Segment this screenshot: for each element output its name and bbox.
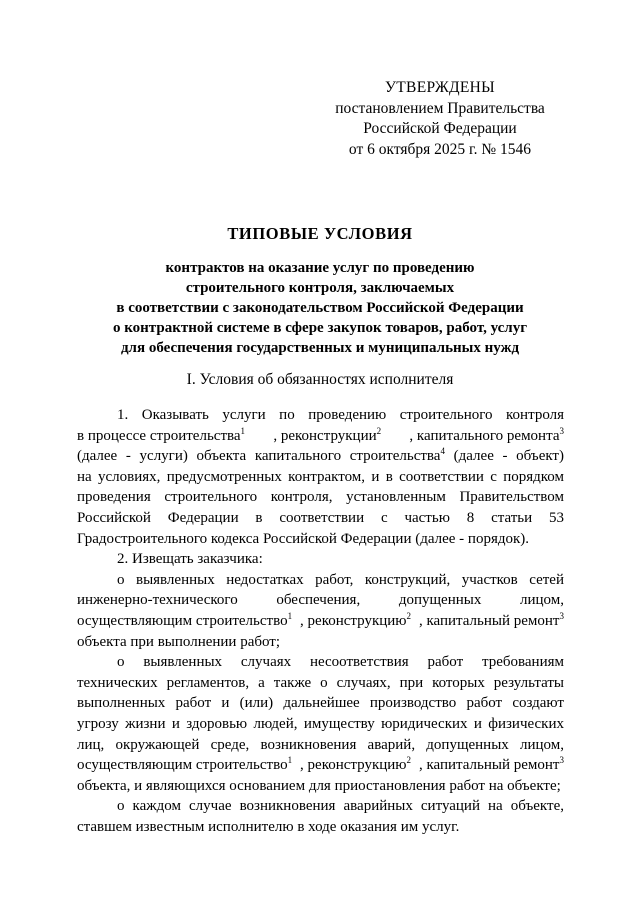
text-fragment: , реконструкцию$^2$ xyxy=(300,755,411,774)
footnote-mark[interactable]: 1 xyxy=(287,610,293,621)
bullet-1-end: объекта при выполнении работ; xyxy=(77,633,281,650)
footnote-mark[interactable]: 2 xyxy=(406,755,411,766)
footnote-mark[interactable]: 3 xyxy=(559,755,564,766)
paragraph-1-body: на условиях, предусмотренных контрактом, и в соответствии с порядком проведения строительного контроля, установленным Правительством Российской Федерации в соответствии с частью 8 статьи 53 xyxy=(77,468,564,526)
bullet-2-end: объекта, и являющихся основанием для приостановления работ на объекте; xyxy=(77,777,561,794)
bullet-1-text: о выявленных недостатках работ, конструкций, участков сетей инженерно-технического обеспечения, допущенных лицом, xyxy=(77,571,564,609)
text-fragment: в процессе строительства$^1$ xyxy=(77,425,246,444)
approval-line-2: Российской Федерации xyxy=(363,120,517,137)
text-fragment: , капитальный ремонт$^3$ xyxy=(418,755,564,774)
subtitle-line-5: для обеспечения государственных и муниципальных нужд xyxy=(120,340,520,356)
bullet-1-footnote-line xyxy=(77,611,564,632)
bullet-2-text: о выявленных случаях несоответствия работ требованиям технических регламентов, а также о случаях, при которых результаты выполненных работ и (или) дальнейшее производство работ создают угрозу жизни и здоровью людей, имуществу юридических и физических лиц, окружающей среде, возникновения аварий, допущенных лицом, xyxy=(77,654,564,753)
text-fragment: осуществляющим строительство$^1$ xyxy=(77,610,293,629)
approval-line-1: постановлением Правительства xyxy=(335,99,545,117)
text-fragment: осуществляющим строительство$^1$ xyxy=(77,755,293,774)
subtitle-line-1: контрактов на оказание услуг по проведению xyxy=(165,260,475,276)
text-fragment: , реконструкцию$^2$ xyxy=(300,610,411,629)
document-heading xyxy=(60,224,580,358)
text-fragment: , капитальный ремонт$^3$ xyxy=(418,610,564,629)
footnote-mark[interactable]: 3 xyxy=(559,425,564,436)
bullet-2-footnote-line xyxy=(77,755,564,776)
subtitle-line-4: о контрактной системе в сфере закупок товаров, работ, услуг xyxy=(112,320,528,336)
text-fragment: , реконструкции$^2$ xyxy=(273,425,382,444)
section-title: I. Условия об обязанностях исполнителя xyxy=(186,371,454,388)
paragraph-2: 2. Извещать заказчика: xyxy=(117,551,263,568)
approval-date-line: от 6 октября 2025 г. № 1546 xyxy=(348,140,532,158)
footnote-mark[interactable]: 1 xyxy=(240,425,246,436)
approval-stamp xyxy=(320,78,560,160)
document-subtitle xyxy=(60,258,580,358)
paragraph-1-line-2 xyxy=(77,426,564,447)
paragraph-1-line-1: 1. Оказывать услуги по проведению строительного контроля xyxy=(117,407,564,423)
subtitle-line-2: строительного контроля, заключаемых xyxy=(185,280,455,296)
bullet-3-text: о каждом случае возникновения аварийных ситуаций на объекте, ставшем известным исполнителю в ходе оказания им услуг. xyxy=(77,798,564,835)
document-title: ТИПОВЫЕ УСЛОВИЯ xyxy=(227,224,413,243)
paragraph-1-line-3: (далее - услуги) объекта капитального строительства$^4$ (далее - объект) xyxy=(77,446,564,465)
footnote-mark[interactable]: 3 xyxy=(559,610,564,621)
footnote-mark[interactable]: 2 xyxy=(406,610,411,621)
footnote-mark[interactable]: 4 xyxy=(440,446,445,457)
document-body xyxy=(77,405,564,837)
paragraph-1-last-line: Градостроительного кодекса Российской Федерации (далее - порядок). xyxy=(77,530,530,547)
footnote-mark[interactable]: 2 xyxy=(376,425,382,436)
footnote-mark[interactable]: 1 xyxy=(287,755,293,766)
approval-title: УТВЕРЖДЕНЫ xyxy=(385,79,495,96)
text-fragment: , капитального ремонта$^3$ xyxy=(409,425,564,444)
subtitle-line-3: в соответствии с законодательством Российской Федерации xyxy=(116,300,524,316)
